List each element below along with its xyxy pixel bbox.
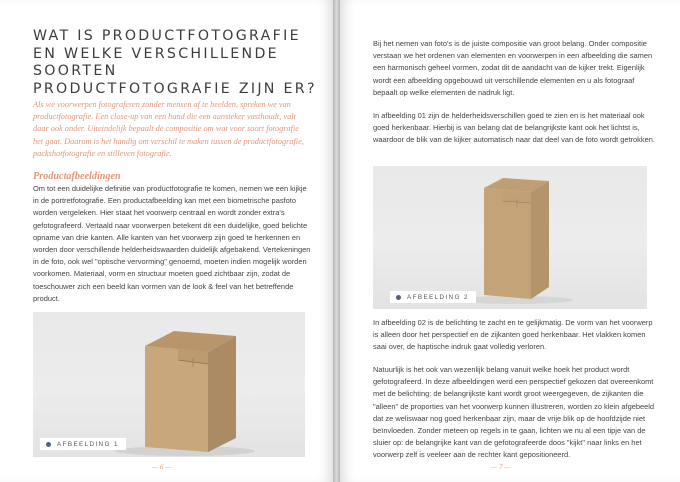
caption-bullet-icon [46, 442, 51, 447]
cardboard-box-image [373, 166, 647, 309]
body-paragraph-right-2: In afbeelding 01 zijn de helderheidsverschillen goed te zien en is het materiaal ook goed herkenbaar. Hierbij is van belang dat de belangrijkste kant ook het lichtst is, waardoor de blik van de kijker automatisch naar dat deel van de foto wordt getrokken. [373, 111, 655, 145]
cardboard-box-image [33, 312, 305, 457]
figure-1-caption [40, 438, 126, 450]
figure-2-caption-text: AFBEELDING 2 [407, 293, 469, 301]
section-subheading: Productafbeeldingen [33, 171, 121, 182]
figure-1-caption-text: AFBEELDING 1 [57, 440, 119, 448]
intro-paragraph: Als we voorwerpen fotograferen zonder mensen af te beelden, spreken we van productfotografie. Een close-up van een hand die een aansteker vasthoudt, valt daar ook onder. Uiteindelijk bepaalt de compositie om wat voor soort fotografie het gaat. Daarom is het handig om verschil te maken tussen de productfotografie, packshotfotografie en stilleven fotografie. [33, 100, 304, 158]
body-paragraph-left: Om tot een duidelijke definitie van productfotografie te komen, nemen we een kijkje in de portretfotografie. Een productafbeelding kan met een biometrische pasfoto worden vergeleken. Hier staat het voorwerp centraal en wordt zonder extra's gefotografeerd. Vertaald naar voorwerpen betekent dit een duidelijke, goed belichte opname van drie kanten. Alle kanten van het voorwerp zijn goed te herkennen en worden door verschillende helderheidswaarden duidelijk afgebakend. Vertekeningen in de foto, ook wel "optische vervorming" genoemd, moeten indien mogelijk worden voorkomen. Materiaal, vorm en structuur moeten goed zichtbaar zijn, zodat de toeschouwer zich een beeld kan vormen van de look & feel van het betreffende product. [33, 184, 311, 303]
figure-2-photo [373, 166, 647, 309]
figure-2-caption [390, 291, 476, 303]
page-number-left: — 6 — [152, 463, 172, 471]
body-paragraph-right-3: In afbeelding 02 is de belichting te zacht en te gelijkmatig. De vorm van het voorwerp is alleen door het perspectief en de zijkanten goed herkenbaar. Het vlakken komen saai over, de haptische indruk gaat volledig verloren. [373, 318, 653, 352]
page-heading: WAT IS PRODUCTFOTOGRAFIE EN WELKE VERSCHILLENDE SOORTEN PRODUCTFOTOGRAFIE ZIJN ER? [33, 28, 317, 97]
body-paragraph-right-4: Natuurlijk is het ook van wezenlijk belang vanuit welke hoek het product wordt gefotografeerd. In deze afbeeldingen werd een perspectief gekozen dat overeenkomt met de belichting: de belangrijkste kant wordt groot weergegeven, de zijkanten die "alleen" de proporties van het voorwerp kunnen illustreren, worden zo klein afgebeeld dat ze weliswaar nog goed herkenbaar zijn, maar de vrije blik op de hoofdzijde niet beïnvloeden. Zonder meteen op regels in te gaan, lichten we nu al een tipje van de sluier op: de belangrijke kant van de gefotografeerde doos "kijkt" naar links en het voorwerp zelf is veeleer aan de rechter kant gepositioneerd. [373, 365, 655, 460]
book-gutter [333, 0, 340, 482]
body-paragraph-right-1: Bij het nemen van foto's is de juiste compositie van groot belang. Onder compositie verstaan we het ordenen van elementen en voorwerpen in een afbeelding die samen een harmonisch geheel vormen, zodat dit de aandacht van de kijker trekt. Eigenlijk wordt een afbeelding opgebouwd uit verschillende elementen en u als fotograaf bepaalt op welke elementen de nadruk ligt. [373, 39, 653, 97]
caption-bullet-icon [396, 295, 401, 300]
figure-1-photo [33, 312, 305, 457]
page-number-right: — 7 — [491, 463, 511, 471]
